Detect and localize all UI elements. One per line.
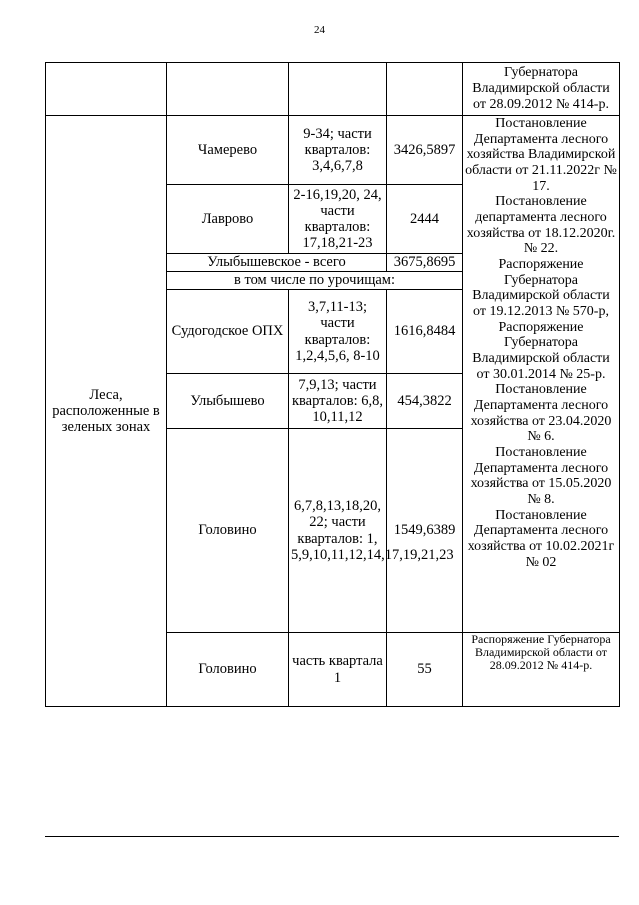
quarters-cell: 3,7,11-13; части кварталов: 1,2,4,5,6, 8-10 — [289, 290, 387, 374]
tract-name: Головино — [167, 633, 289, 707]
table-row — [46, 63, 620, 116]
category-cell: Леса, расположенные в зеленых зонах — [46, 116, 167, 707]
tract-name: Чамерево — [167, 116, 289, 185]
document-entry: Распоряжение Губернатора Владимирской области от 19.12.2013 № 570-р, — [472, 257, 610, 320]
document-entry: Постановление Департамента лесного хозяйства Владимирской области от 21.11.2022г № 17. — [465, 116, 617, 194]
empty-cell — [387, 63, 463, 116]
document-entry: Постановление Департамента лесного хозяйства от 15.05.2020 № 8. — [470, 445, 612, 508]
area-cell: 454,3822 — [387, 374, 463, 429]
subtotal-area: 3675,8695 — [387, 254, 463, 272]
quarters-cell: 2-16,19,20, 24, части кварталов: 17,18,21-23 — [289, 185, 387, 254]
empty-cell — [167, 63, 289, 116]
document-entry: Распоряжение Губернатора Владимирской области от 30.01.2014 № 25-р. — [472, 319, 610, 382]
quarters-cell: часть квартала 1 — [289, 633, 387, 707]
quarters-cell: 9-34; части кварталов: 3,4,6,7,8 — [289, 116, 387, 185]
area-cell: 3426,5897 — [387, 116, 463, 185]
subtotal-label: Улыбышевское - всего — [167, 254, 387, 272]
area-cell: 55 — [387, 633, 463, 707]
quarters-cell: 6,7,8,13,18,20, 22; части кварталов: 1, 5,9,10,11,12,14,17,19,21,23 — [289, 429, 387, 633]
document-cell: Распоряжение Губернатора Владимирской области от 28.09.2012 № 414-р. — [463, 633, 620, 707]
document-entry: Постановление департамента лесного хозяйства от 18.12.2020г. № 22. — [466, 194, 616, 257]
forest-table — [45, 62, 620, 707]
page-number: 24 — [314, 24, 325, 36]
footer-divider — [45, 836, 619, 837]
empty-cell — [289, 63, 387, 116]
document-entry: Постановление Департамента лесного хозяйства от 10.02.2021г № 02 — [467, 507, 615, 570]
tract-name: Улыбышево — [167, 374, 289, 429]
area-cell: 2444 — [387, 185, 463, 254]
document-entry: Постановление Департамента лесного хозяйства от 23.04.2020 № 6. — [470, 382, 612, 445]
documents-cell — [463, 116, 620, 633]
table-row — [46, 116, 620, 185]
empty-cell — [46, 63, 167, 116]
quarters-cell: 7,9,13; части кварталов: 6,8, 10,11,12 — [289, 374, 387, 429]
area-cell: 1549,6389 — [387, 429, 463, 633]
tract-name: Судогодское ОПХ — [167, 290, 289, 374]
document-cell: Губернатора Владимирской области от 28.09.2012 № 414-р. — [463, 63, 620, 116]
including-label: в том числе по урочищам: — [167, 272, 463, 290]
tract-name: Лаврово — [167, 185, 289, 254]
tract-name: Головино — [167, 429, 289, 633]
area-cell: 1616,8484 — [387, 290, 463, 374]
